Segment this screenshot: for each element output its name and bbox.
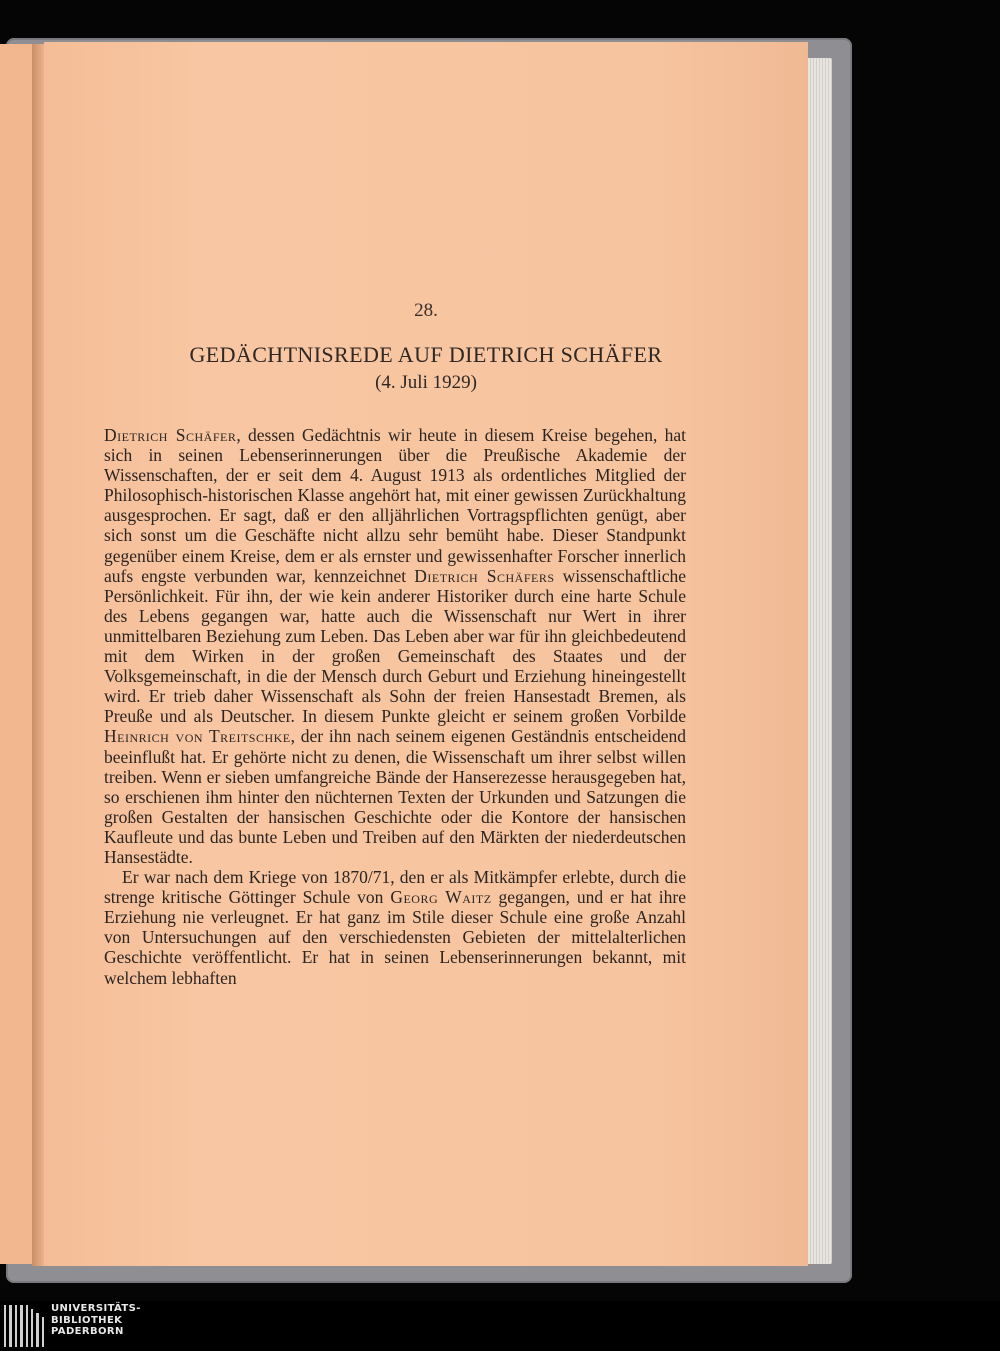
text-run: Er war nach dem Kriege von 1870/71, den er als Mitkämpfer erlebte, durch die strenge kritische Göttinger Schule von <box>104 867 686 908</box>
logo-line-1: UNIVERSITÄTS- <box>51 1303 141 1314</box>
paragraph-2 <box>104 867 686 988</box>
text-run: , dessen Gedächtnis wir heute in diesem Kreise begehen, hat sich in seinen Lebenserinnerungen über die Preußische Akademie der Wissenschaften, der er seit dem 4. August 1913 als ordentliches Mitglied der Philosophisch-historischen Klasse angehört hat, mit einer gewissen Zurückhaltung ausgesprochen. Er sagt, daß er den alljährlichen Vortragspflichten genügt, aber sich sonst um die Geschäfte nicht allzu sehr bemüht habe. Dieser Standpunkt gegenüber einem Kreise, dem er als ernster und gewissenhafter Forscher innerlich aufs engste verbunden war, kennzeichnet <box>104 425 687 586</box>
person-name: Georg Waitz <box>390 887 492 908</box>
paragraph-1 <box>104 425 686 867</box>
page-title: GEDÄCHTNISREDE AUF DIETRICH SCHÄFER <box>189 342 663 367</box>
text-run: , der ihn nach seinem eigenen Geständnis entscheidend beeinflußt hat. Er gehörte nicht zu denen, die Wissenschaft um ihrer selbst willen treiben. Wenn er sieben umfangreiche Bände der Hanserezesse herausgegeben hat, so erschienen ihm hinter den nüchternen Texten der Urkunden und Satzungen die großen Gestalten der hansischen Geschichte oder die Kontore der hansischen Kaufleute und das bunte Leben und Treiben auf den Märkten der niederdeutschen Hansestädte. <box>104 726 686 867</box>
logo-line-3: PADERBORN <box>51 1326 124 1337</box>
page-subtitle: (4. Juli 1929) <box>375 372 477 393</box>
person-name: Heinrich von Treitschke <box>104 726 291 747</box>
library-logo-text <box>51 1303 141 1338</box>
footer-bar <box>0 1301 1000 1351</box>
person-name: Dietrich Schäfer <box>104 425 237 445</box>
text-run: gegangen, und er hat ihre Erziehung nie verleugnet. Er hat ganz im Stile dieser Schule eine große Anzahl von Untersuchungen auf den verschiedensten Gebieten der mittelalterlichen Geschichte veröffentlicht. Er hat in seinen Lebenserinnerungen bekannt, mit welchem lebhaften <box>104 887 687 988</box>
library-logo-icon <box>4 1305 44 1347</box>
text-run: wissenschaftliche Persönlichkeit. Für ihn, der wie kein anderer Historiker durch eine harte Schule des Lebens gegangen war, hatte auch die Wissenschaft nur Wert in ihrer unmittelbaren Beziehung zum Leben. Das Leben aber war für ihn gleichbedeutend mit dem Wirken in der großen Gemeinschaft des Staates und der Volksgemeinschaft, in die der Mensch durch Geburt und Erziehung hineingestellt wird. Er trieb daher Wissenschaft als Sohn der freien Hansestadt Bremen, als Preuße und als Deutscher. In diesem Punkte gleicht er seinem großen Vorbilde <box>104 565 687 727</box>
body-text <box>104 425 686 988</box>
page-number: 28. <box>414 300 438 321</box>
book-page <box>44 42 808 1266</box>
left-page-edge <box>0 44 32 1264</box>
logo-line-2: BIBLIOTHEK <box>51 1314 123 1326</box>
person-name: Dietrich Schäfers <box>414 565 555 586</box>
